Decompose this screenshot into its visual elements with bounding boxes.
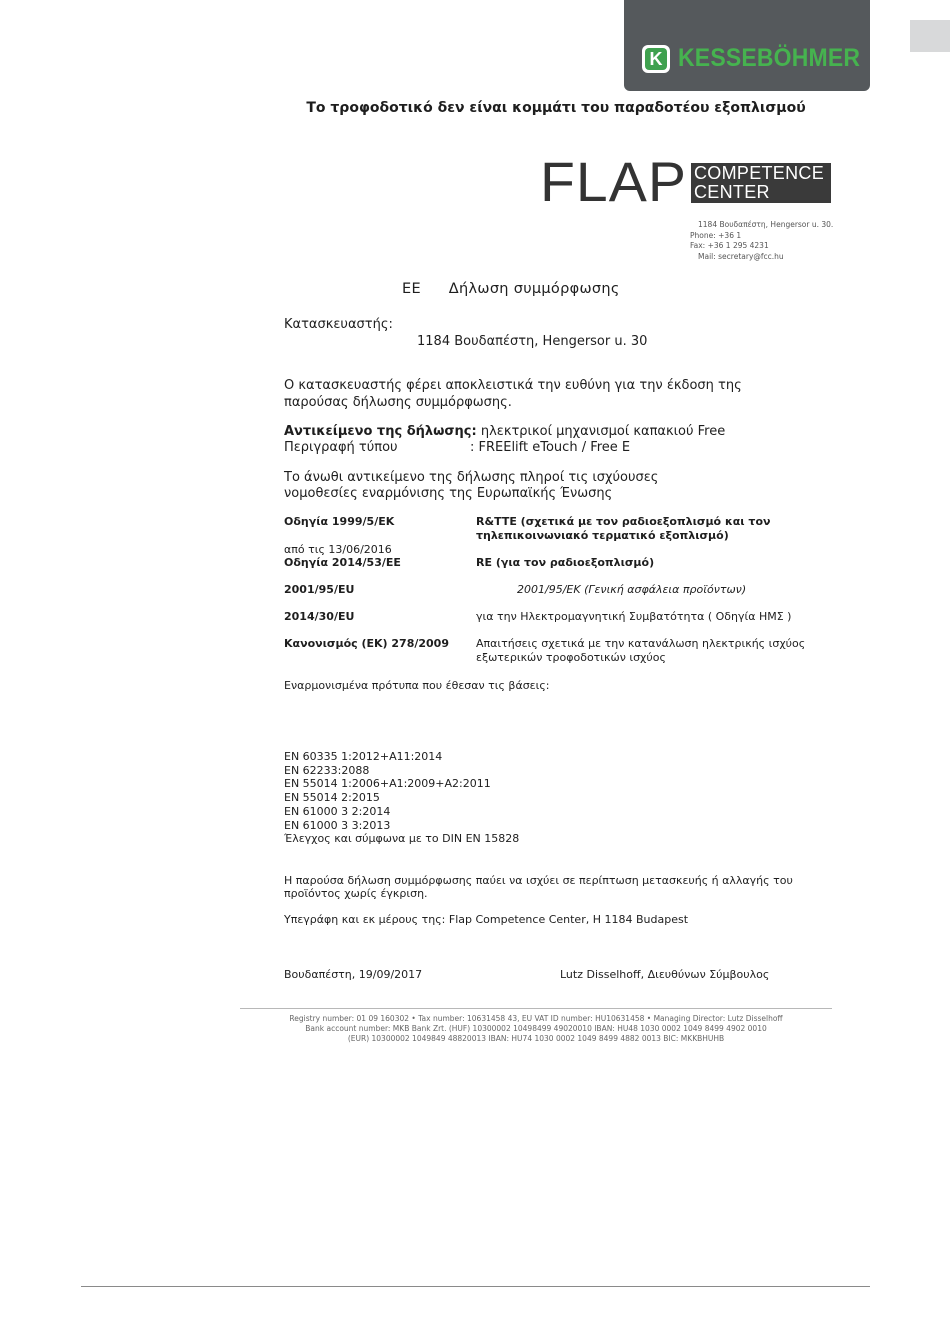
supply-notice: Το τροφοδοτικό δεν είναι κομμάτι του παραδοτέου εξοπλισμού (306, 100, 806, 116)
standards-intro: Εναρμονισμένα πρότυπα που έθεσαν τις βάσεις: (284, 679, 550, 692)
manufacturer-label: Κατασκευαστής: (284, 317, 393, 332)
declaration-title (402, 281, 620, 297)
directive-code: 2001/95/EU (284, 583, 355, 596)
footer-divider (240, 1008, 832, 1009)
competence-text: COMPETENCE (694, 163, 825, 183)
standard-item: EN 55014 1:2006+A1:2009+A2:2011 (284, 777, 491, 791)
directive-desc: τηλεπικοινωνιακό τερματικό εξοπλισμό) (476, 529, 729, 542)
directive-from-date: από τις 13/06/2016 (284, 543, 392, 556)
logo-mark-letter: K (645, 48, 667, 70)
page-bottom-divider (81, 1286, 870, 1287)
standards-list (284, 750, 519, 846)
directive-code: Κανονισμός (ΕΚ) 278/2009 (284, 637, 449, 650)
conformity-line-2: νομοθεσίες εναρμόνισης της Ευρωπαϊκής Ένωσης (284, 486, 613, 501)
directive-code: 2014/30/EU (284, 610, 355, 623)
validity-line-1: Η παρούσα δήλωση συμμόρφωσης παύει να ισχύει σε περίπτωση μετασκευής ή αλλαγής του (284, 874, 793, 887)
signatory: Lutz Disselhoff, Διευθύνων Σύμβουλος (560, 968, 770, 981)
place-date: Βουδαπέστη, 19/09/2017 (284, 968, 423, 981)
footer-line-2: Bank account number: MKB Bank Zrt. (HUF) 10300002 10498499 49020010 IBAN: HU48 1030 0002 1049 8499 4902 0010 (305, 1024, 767, 1033)
validity-line-2: προϊόντος χωρίς έγκριση. (284, 887, 428, 900)
directive-desc: R&TTE (σχετικά με τον ραδιοεξοπλισμό και τον (476, 515, 771, 528)
directive-desc: RE (για τον ραδιοεξοπλισμό) (476, 556, 655, 569)
directive-code: Οδηγία 2014/53/ΕΕ (284, 556, 401, 569)
registry-footer (240, 1014, 832, 1044)
contact-fax: Fax: +36 1 295 4231 (690, 241, 769, 250)
type-label: Περιγραφή τύπου (284, 440, 398, 455)
brand-name: KESSEBÖHMER (678, 44, 861, 72)
center-text: CENTER (694, 182, 770, 202)
manufacturer-address: 1184 Βουδαπέστη, Hengersor u. 30 (417, 334, 648, 349)
brand-header-box (624, 0, 870, 91)
directive-desc: Απαιτήσεις σχετικά με την κατανάλωση ηλεκτρικής ισχύος (476, 637, 806, 650)
flap-logo-text: FLAP (540, 150, 687, 213)
responsibility-line-1: Ο κατασκευαστής φέρει αποκλειστικά την ευθύνη για την έκδοση της (284, 378, 742, 393)
object-label: Αντικείμενο της δήλωσης: (284, 424, 477, 439)
contact-address: 1184 Βουδαπέστη, Hengersor u. 30. (698, 220, 834, 229)
signature-line: Υπεγράφη και εκ μέρους της: Flap Competence Center, H 1184 Budapest (284, 913, 689, 926)
standard-item: EN 61000 3 3:2013 (284, 818, 391, 832)
competence-center-badge (691, 163, 831, 203)
directive-desc: για την Ηλεκτρομαγνητική Συμβατότητα ( Οδηγία ΗΜΣ ) (476, 610, 792, 623)
footer-line-1: Registry number: 01 09 160302 • Tax number: 10631458 43, EU VAT ID number: HU10631458 • Managing Director: Lutz Disselhoff (289, 1014, 783, 1023)
corner-tab (910, 20, 950, 52)
object-row (284, 424, 725, 440)
contact-block (690, 220, 833, 262)
standard-item: Έλεγχος και σύμφωνα με το DIN EN 15828 (284, 832, 520, 846)
contact-phone: Phone: +36 1 (690, 230, 742, 240)
kessebohmer-logo-icon (642, 45, 670, 73)
directive-code: Οδηγία 1999/5/EK (284, 515, 395, 528)
footer-line-3: (EUR) 10300002 1049849 48820013 IBAN: HU74 1030 0002 1049 8499 4882 0013 BIC: MKKBHUHB (347, 1034, 725, 1043)
conformity-line-1: Το άνωθι αντικείμενο της δήλωσης πληροί τις ισχύουσες (284, 470, 659, 485)
title-text: Δήλωση συμμόρφωσης (448, 281, 620, 297)
standard-item: EN 60335 1:2012+A11:2014 (284, 750, 443, 763)
standard-item: EN 61000 3 2:2014 (284, 804, 391, 818)
object-value: ηλεκτρικοί μηχανισμοί καπακιού Free (480, 424, 726, 439)
contact-mail: Mail: secretary@fcc.hu (698, 251, 784, 261)
directive-desc: 2001/95/EK (Γενική ασφάλεια προϊόντων) (517, 583, 747, 596)
standard-item: EN 62233:2088 (284, 763, 370, 777)
title-prefix: ΕΕ (402, 281, 421, 297)
directive-desc: εξωτερικών τροφοδοτικών ισχύος (476, 651, 666, 664)
responsibility-line-2: παρούσας δήλωσης συμμόρφωσης. (284, 395, 512, 410)
type-value: : FREElift eTouch / Free E (470, 440, 631, 455)
standard-item: EN 55014 2:2015 (284, 791, 380, 805)
